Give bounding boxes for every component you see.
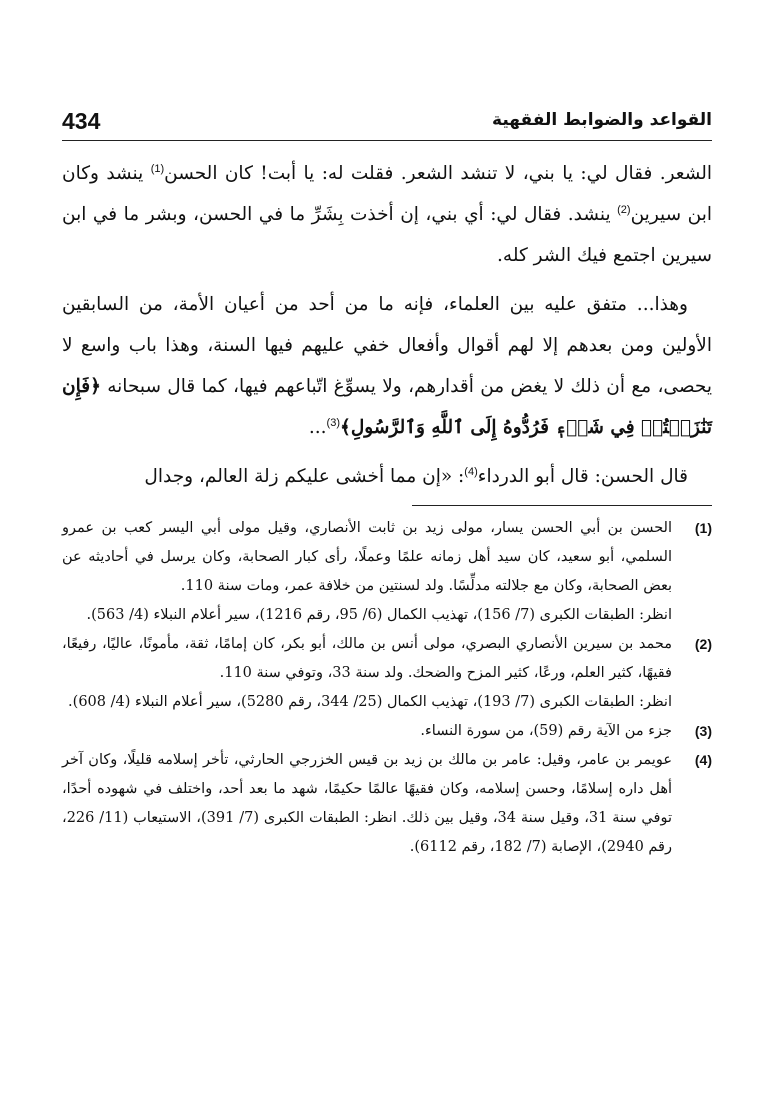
page-header [62, 100, 712, 141]
paragraph-1-text-a: الشعر. فقال لي: يا بني، لا تنشد الشعر. فقلت له: يا أبت! كان الحسن [164, 163, 712, 184]
footnote-ref-1: (1) [150, 162, 165, 175]
footnote-number: (2) [694, 636, 712, 652]
footnotes [62, 514, 712, 862]
paragraph-2-text-b: ... [308, 417, 327, 438]
running-title: القواعد والضوابط الفقهية [492, 110, 712, 130]
footnote-number: (4) [694, 752, 712, 768]
footnote-source: انظر: الطبقات الكبرى (7/ 156)، تهذيب الكمال (6/ 95، رقم 1216)، سير أعلام النبلاء (4/ 563). [86, 607, 672, 623]
paragraph-3 [62, 456, 712, 497]
footnote-3 [62, 717, 712, 746]
paragraph-3-text-a: قال الحسن: قال أبو الدرداء [477, 466, 688, 487]
paragraph-1-text-b: ينشد وكان ابن سيرين [62, 163, 712, 225]
footnote-2 [62, 630, 712, 717]
book-page [62, 100, 712, 862]
footnote-text: جزء من الآية رقم (59)، من سورة النساء. [420, 723, 672, 739]
footnote-separator [412, 505, 712, 506]
footnote-ref-3: (3) [326, 416, 341, 429]
paragraph-1-text-c: ينشد. فقال لي: أي بني، إن أخذت بِشَرِّ ما في الحسن، وبشر ما في ابن سيرين اجتمع فيك الشر كله. [62, 204, 712, 266]
footnote-source: انظر: الطبقات الكبرى (7/ 193)، تهذيب الكمال (25/ 344، رقم 5280)، سير أعلام النبلاء (4/ 608). [68, 694, 672, 710]
footnote-ref-2: (2) [617, 203, 631, 216]
footnote-body [62, 746, 672, 862]
quran-verse: ﴿فَإِن تَنَٰزَعۡتُمۡ فِي شَيۡءٖ فَرُدُّوهُ إِلَى ٱللَّهِ وَٱلرَّسُولِ﴾ [62, 376, 712, 438]
page-number: 434 [62, 108, 101, 134]
footnote-number: (1) [694, 520, 712, 536]
footnote-body [62, 514, 672, 630]
paragraph-2-text-a: وهذا... متفق عليه بين العلماء، فإنه ما من أحد من أعيان الأمة، من السابقين الأولين ومن بعدهم إلا لهم أقوال وأفعال خفي عليهم فيها السنة، وهذا باب واسع لا يحصى، مع أن ذلك لا يغض من أقدارهم، ولا يسوِّغ اتّباعهم فيها، كما قال سبحانه [62, 294, 712, 397]
footnote-text: الحسن بن أبي الحسن يسار، مولى زيد بن ثابت الأنصاري، وقيل مولى أبي اليسر كعب بن عمرو السلمي، أبو سعيد، كان سيد أهل زمانه علمًا وعملًا، رأى كبار الصحابة، وكان يرسل في أحاديثه عن بعض الصحابة، وكان مع جلالته مدلِّسًا. ولد لسنتين من خلافة عمر، ومات سنة 110. [62, 520, 672, 594]
footnote-text: عويمر بن عامر، وقيل: عامر بن مالك بن زيد بن قيس الخزرجي الحارثي، تأخر إسلامه قليلًا، وكان آخر أهل داره إسلامًا، وحسن إسلامه، وكان فقيهًا عالمًا حكيمًا، شهد ما بعد أحد، واختلف في شهوده أحدًا، توفي سنة 31، وقيل سنة 34، وقيل بين ذلك. انظر: الطبقات الكبرى (7/ 391)، الاستيعاب (11/ 226، رقم 2940)، الإصابة (7/ 182، رقم 6112). [62, 752, 672, 855]
footnote-1 [62, 514, 712, 630]
footnote-ref-4: (4) [464, 465, 478, 478]
paragraph-1 [62, 153, 712, 276]
paragraph-3-text-b: : «إن مما أخشى عليكم زلة العالم، وجدال [144, 466, 465, 487]
main-text [62, 153, 712, 497]
footnote-body [62, 630, 672, 717]
footnote-number: (3) [694, 723, 712, 739]
footnote-body [62, 717, 672, 746]
footnote-4 [62, 746, 712, 862]
footnote-text: محمد بن سيرين الأنصاري البصري، مولى أنس بن مالك، أبو بكر، كان إمامًا، ثقة، مأمونًا، عاليًا، رفيعًا، فقيهًا، كثير العلم، ورعًا، كثير المزح والضحك. ولد سنة 33، وتوفي سنة 110. [62, 636, 672, 681]
paragraph-2 [62, 284, 712, 448]
